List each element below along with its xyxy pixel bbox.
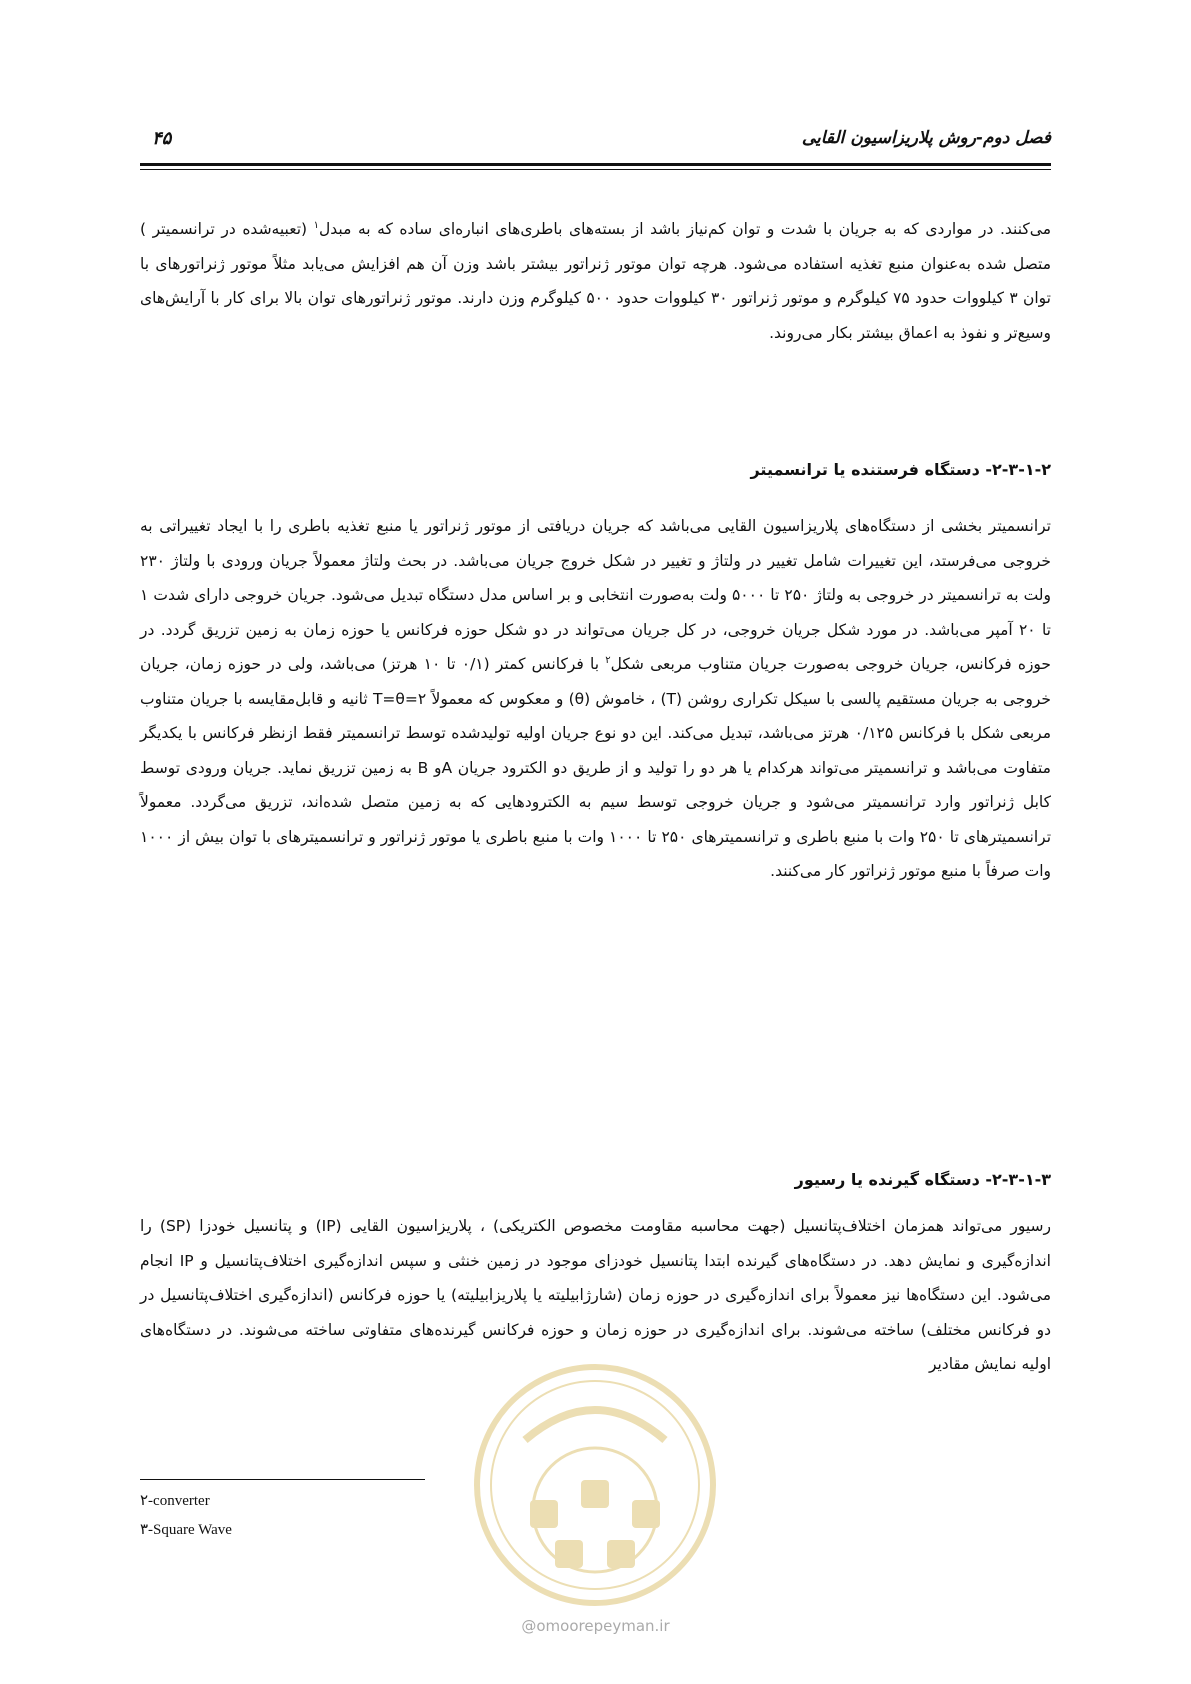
footnote-rule bbox=[140, 1479, 425, 1480]
paragraph-transmitter-text-b: با فرکانس کمتر (۰/۱ تا ۱۰ هرتز) می‌باشد، ولی در حوزه زمان، جریان خروجی به جریان مستقیم پالسی با سیکل تکراری روشن (T) ، خاموش (θ) و معکوس که معمولاً ۲=T=θ ثانیه و قابل‌مقایسه با جریان متناوب مربعی شکل با فرکانس ۰/۱۲۵ هرتز می‌باشد، تبدیل می‌کند. این دو نوع جریان اولیه تولیدشده توسط ترانسمیتر فقط ازنظر فرکانس با یکدیگر متفاوت می‌باشد و ترانسمیتر می‌تواند هرکدام یا هر دو را تولید و از طریق دو الکترود جریان Aو B به زمین تزریق نماید. جریان ورودی توسط کابل ژنراتور وارد ترانسمیتر می‌شود و جریان خروجی توسط سیم به الکترودهایی که به زمین متصل شده‌اند، تزریق می‌گردد. معمولاً ترانسمیترهای تا ۲۵۰ وات با منبع باطری و ترانسمیترهای ۲۵۰ تا ۱۰۰۰ وات با منبع باطری یا موتور ژنراتور و ترانسمیترهای با توان بیش از ۱۰۰۰ وات صرفاً با منبع موتور ژنراتور کار می‌کنند. bbox=[140, 655, 1052, 880]
watermark-logo bbox=[470, 1360, 720, 1610]
chapter-title: فصل دوم-روش پلاریزاسیون القایی bbox=[801, 128, 1051, 148]
page-number: ۴۵ bbox=[152, 128, 172, 149]
watermark-url: @omoorepeyman.ir bbox=[521, 1617, 670, 1635]
section-heading-transmitter: ۲-۳-۱-۲- دستگاه فرستنده یا ترانسمیتر bbox=[750, 460, 1051, 479]
paragraph-intro bbox=[140, 212, 1051, 350]
footnote-ref-2: ۲ bbox=[605, 654, 611, 666]
paragraph-intro-text-a: می‌کنند. در مواردی که به جریان با شدت و توان کم‌نیاز باشد از بسته‌های باطری‌های انباره‌ای ساده که به مبدل bbox=[319, 220, 1051, 238]
header-rule-thin bbox=[140, 169, 1051, 170]
paragraph-receiver: رسیور می‌تواند همزمان اختلاف‌پتانسیل (جهت محاسبه مقاومت مخصوص الکتریکی) ، پلاریزاسیون القایی (IP) و پتانسیل خودزا (SP) را اندازه‌گیری و نمایش دهد. در دستگاه‌های گیرنده ابتدا پتانسیل خودزای موجود در زمین خنثی و سپس اندازه‌گیری اختلاف‌پتانسیل و IP انجام می‌شود. این دستگاه‌ها نیز معمولاً برای اندازه‌گیری در حوزه زمان (شارژابیلیته یا پلاریزابیلیته) یا حوزه فرکانس (اندازه‌گیری اختلاف‌پتانسیل در دو فرکانس مختلف) ساخته می‌شوند. برای اندازه‌گیری در حوزه زمان و حوزه فرکانس گیرنده‌های متفاوتی ساخته می‌شوند. در دستگاه‌های اولیه نمایش مقادیر bbox=[140, 1217, 1051, 1373]
running-header bbox=[140, 128, 1051, 160]
footnote-ref-1: ۱ bbox=[313, 219, 320, 231]
section-heading-receiver: ۲-۳-۱-۳- دستگاه گیرنده یا رسیور bbox=[794, 1170, 1051, 1189]
footnote-item: ۲-converter bbox=[140, 1493, 210, 1509]
header-rule-thick bbox=[140, 163, 1051, 166]
footnote-item: ۳-Square Wave bbox=[140, 1522, 232, 1538]
paragraph-transmitter bbox=[140, 509, 1051, 889]
paragraph-intro-text-b: (تعبیه‌شده در ترانسمیتر ) متصل شده به‌عنوان منبع تغذیه استفاده می‌شود. هرچه توان موتور ژنراتور بیشتر باشد وزن آن هم افزایش می‌یابد مثلاً موتور ژنراتورهای با توان ۳ کیلووات حدود ۷۵ کیلوگرم و موتور ژنراتور ۳۰ کیلووات حدود ۵۰۰ کیلوگرم وزن دارند. موتور ژنراتورهای توان بالا برای کار با آرایش‌های وسیع‌تر و نفوذ به اعماق بیشتر بکار می‌روند. bbox=[140, 220, 1051, 342]
paragraph-transmitter-text-a: ترانسمیتر بخشی از دستگاه‌های پلاریزاسیون القایی می‌باشد که جریان دریافتی از موتور ژنراتور یا منبع تغذیه باطری را با ایجاد تغییراتی به خروجی می‌فرستد، این تغییرات شامل تغییر در ولتاژ و تغییر در شکل خروج جریان می‌باشد. در بحث ولتاژ معمولاً جریان ورودی با ولتاژ ۲۳۰ ولت به ترانسمیتر در خروجی به ولتاژ ۲۵۰ تا ۵۰۰۰ ولت به‌صورت انتخابی و بر اساس مدل دستگاه تبدیل می‌شود. جریان خروجی دارای شدت ۱ تا ۲۰ آمپر می‌باشد. در مورد شکل جریان خروجی، در کل جریان می‌تواند در دو شکل حوزه فرکانس یا حوزه زمان به زمین تزریق گردد. در حوزه فرکانس، جریان خروجی به‌صورت جریان متناوب مربعی شکل bbox=[140, 517, 1052, 673]
